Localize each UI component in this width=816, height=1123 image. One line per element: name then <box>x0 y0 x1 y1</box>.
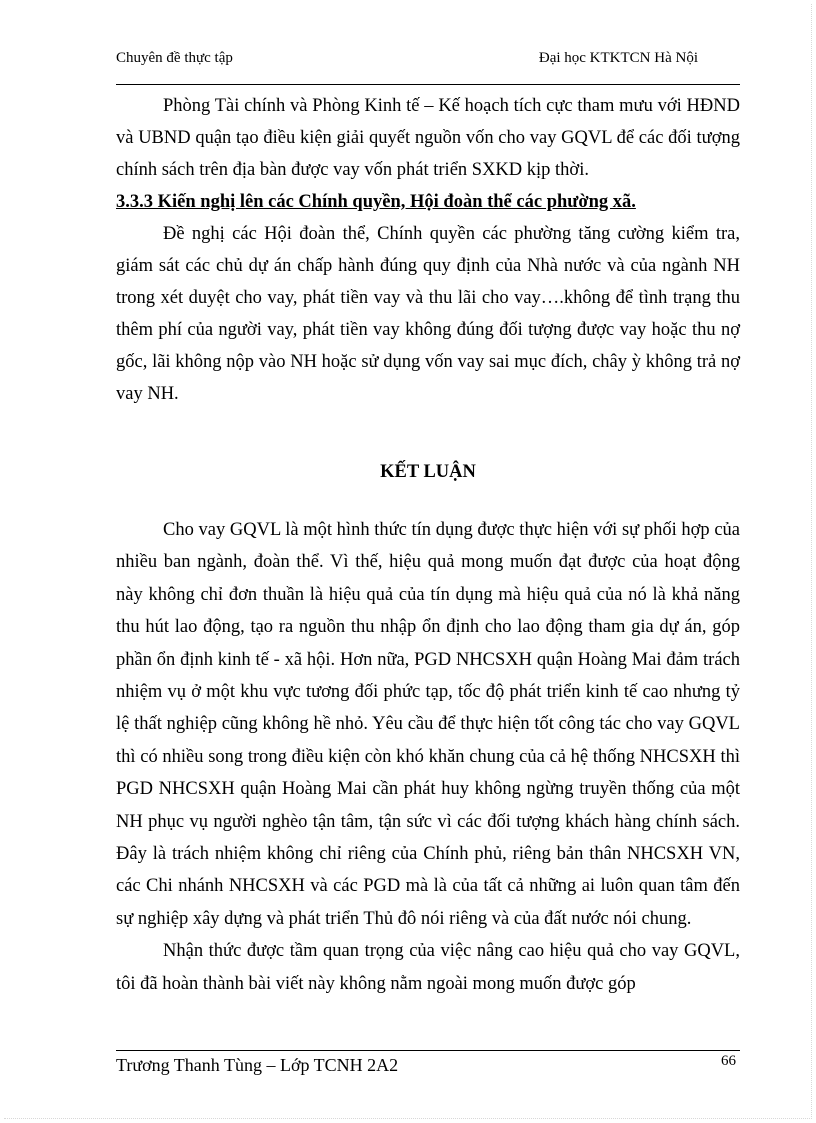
header-university: Đại học KTKTCN Hà Nội <box>538 50 698 66</box>
header-document-type: Chuyên đề thực tập <box>116 50 233 66</box>
paragraph-departments: Phòng Tài chính và Phòng Kinh tế – Kế hoạch tích cực tham mưu với HĐND và UBND quận tạo điều kiện giải quyết nguồn vốn cho vay GQVL để các đối tượng chính sách trên địa bàn được vay vốn phát triển SXKD kịp thời. <box>116 96 740 180</box>
section-heading-3-3-3: 3.3.3 Kiến nghị lên các Chính quyền, Hội đoàn thể các phường xã. <box>116 192 636 212</box>
conclusion-title: KẾT LUẬN <box>380 462 476 482</box>
footer-author: Trương Thanh Tùng – Lớp TCNH 2A2 <box>116 1055 399 1075</box>
page-body-conclusion <box>116 514 740 1000</box>
paragraph-conclusion-1: Cho vay GQVL là một hình thức tín dụng được thực hiện với sự phối hợp của nhiều ban ngành, đoàn thể. Vì thế, hiệu quả mong muốn đạt được của hoạt động này không chỉ đơn thuần là hiệu quả của tín dụng mà hiệu quả của nó là khả năng thu hút lao động, tạo ra nguồn thu nhập ổn định cho lao động tham gia dự án, góp phần ổn định kinh tế - xã hội. Hơn nữa, PGD NHCSXH quận Hoàng Mai đảm trách nhiệm vụ ở một khu vực tương đối phức tạp, tốc độ phát triển kinh tế cao nhưng tỷ lệ thất nghiệp cũng không hề nhỏ. Yêu cầu để thực hiện tốt công tác cho vay GQVL thì có nhiều song trong điều kiện còn khó khăn chung của cả hệ thống NHCSXH thì PGD NHCSXH quận Hoàng Mai cần phát huy không ngừng truyền thống của một NH phục vụ người nghèo tận tâm, tận sức vì các đối tượng khách hàng chính sách. Đây là trách nhiệm không chỉ riêng của Chính phủ, riêng bản thân NHCSXH VN, các Chi nhánh NHCSXH và các PGD mà là của tất cả những ai luôn quan tâm đến sự nghiệp xây dựng và phát triển Thủ đô nói riêng và của đất nước nói chung. <box>116 520 740 929</box>
paragraph-conclusion-2: Nhận thức được tầm quan trọng của việc nâng cao hiệu quả cho vay GQVL, tôi đã hoàn thành bài viết này không nằm ngoài mong muốn được góp <box>116 941 740 994</box>
paragraph-recommendation: Đề nghị các Hội đoàn thể, Chính quyền các phường tăng cường kiểm tra, giám sát các chủ dự án chấp hành đúng quy định của Nhà nước và của ngành NH trong xét duyệt cho vay, phát tiền vay và thu lãi cho vay….không để tình trạng thu thêm phí của người vay, phát tiền vay không đúng đối tượng được vay hoặc thu nợ gốc, lãi không nộp vào NH hoặc sử dụng vốn vay sai mục đích, chây ỳ không trả nợ vay NH. <box>116 224 740 404</box>
page-number: 66 <box>721 1053 736 1069</box>
page-body-upper <box>116 90 740 410</box>
page-footer <box>116 1050 740 1091</box>
page-header <box>116 48 740 85</box>
